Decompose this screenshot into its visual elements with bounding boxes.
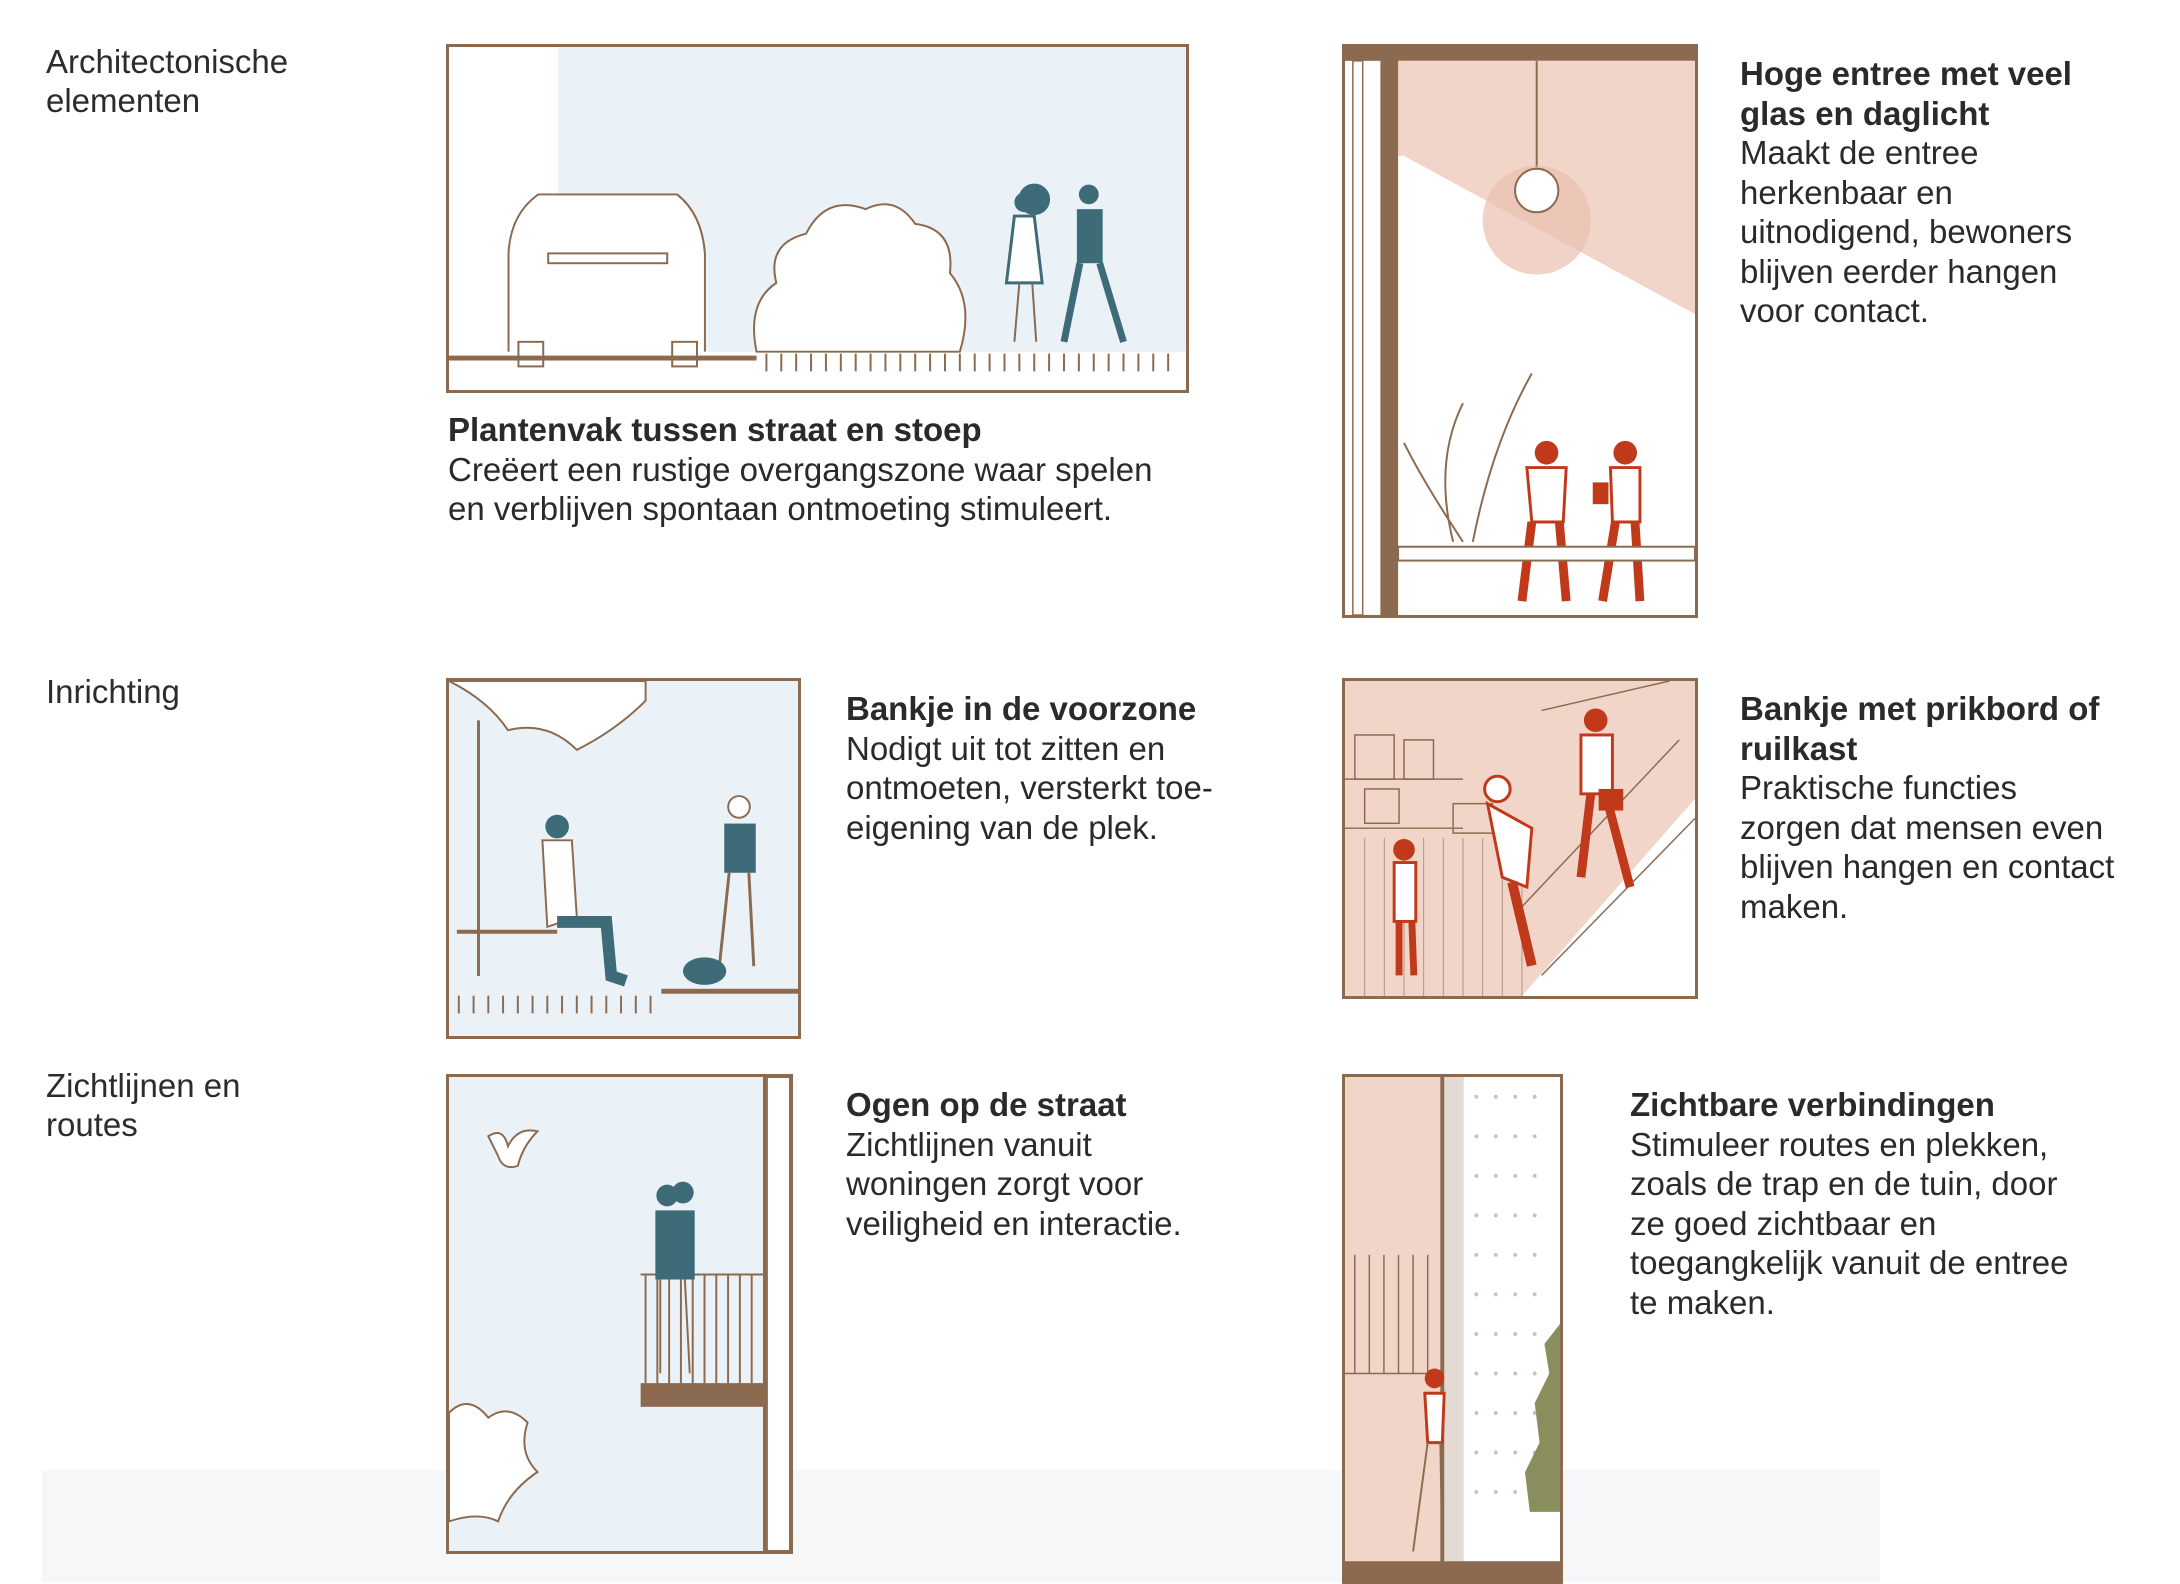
card-eyes-on-street-body: Zichtlijnen vanuit woningen zorgt voor veiligheid en interactie. — [846, 1125, 1182, 1242]
illustration-visible-connections — [1342, 1074, 1563, 1584]
card-entrance-title: Hoge entree met veel glas en daglicht — [1740, 55, 2072, 132]
card-eyes-on-street-title: Ogen op de straat — [846, 1086, 1127, 1123]
illustration-eyes-on-street — [446, 1074, 793, 1554]
card-bench-front-zone-body: Nodigt uit tot zitten en ontmoeten, versterkt toe-eigening van de plek. — [846, 729, 1213, 846]
illustration-bench-front-zone — [446, 678, 801, 1039]
card-entrance-body: Maakt de entree herkenbaar en uitnodigend, bewoners blijven eerder hangen voor contact. — [1740, 134, 2073, 329]
card-visible-connections-caption — [1630, 1085, 2100, 1322]
card-visible-connections-title: Zichtbare verbindingen — [1630, 1086, 1995, 1123]
section-label-zichtlijnen-en-routes: Zichtlijnen en routes — [46, 1067, 241, 1143]
card-noticeboard-caption — [1740, 689, 2120, 926]
card-noticeboard-body: Praktische functies zorgen dat mensen even blijven hangen en contact maken. — [1740, 769, 2115, 925]
card-planter-title: Plantenvak tussen straat en stoep — [448, 411, 982, 448]
illustration-planter-street — [446, 44, 1189, 393]
card-bench-front-zone-title: Bankje in de voorzone — [846, 690, 1197, 727]
section-label-architectonische-elementen: Architectonische elementen — [46, 43, 289, 119]
card-entrance-caption — [1740, 54, 2120, 331]
card-visible-connections-body: Stimuleer routes en plekken, zoals de trap en de tuin, door ze goed zichtbaar en toegangkelijk vanuit de entree te maken. — [1630, 1125, 2069, 1321]
background-band — [42, 1470, 1880, 1582]
card-eyes-on-street-caption — [846, 1085, 1226, 1243]
card-noticeboard-title: Bankje met prikbord of ruilkast — [1740, 690, 2100, 767]
illustration-high-entrance — [1342, 44, 1698, 618]
section-label-inrichting: Inrichting — [46, 673, 180, 710]
card-bench-front-zone-caption — [846, 689, 1226, 847]
illustration-bench-noticeboard — [1342, 678, 1698, 999]
card-planter-caption — [448, 410, 1188, 529]
card-planter-body: Creëert een rustige overgangszone waar spelen en verblijven spontaan ontmoeting stimuleert. — [448, 450, 1153, 527]
